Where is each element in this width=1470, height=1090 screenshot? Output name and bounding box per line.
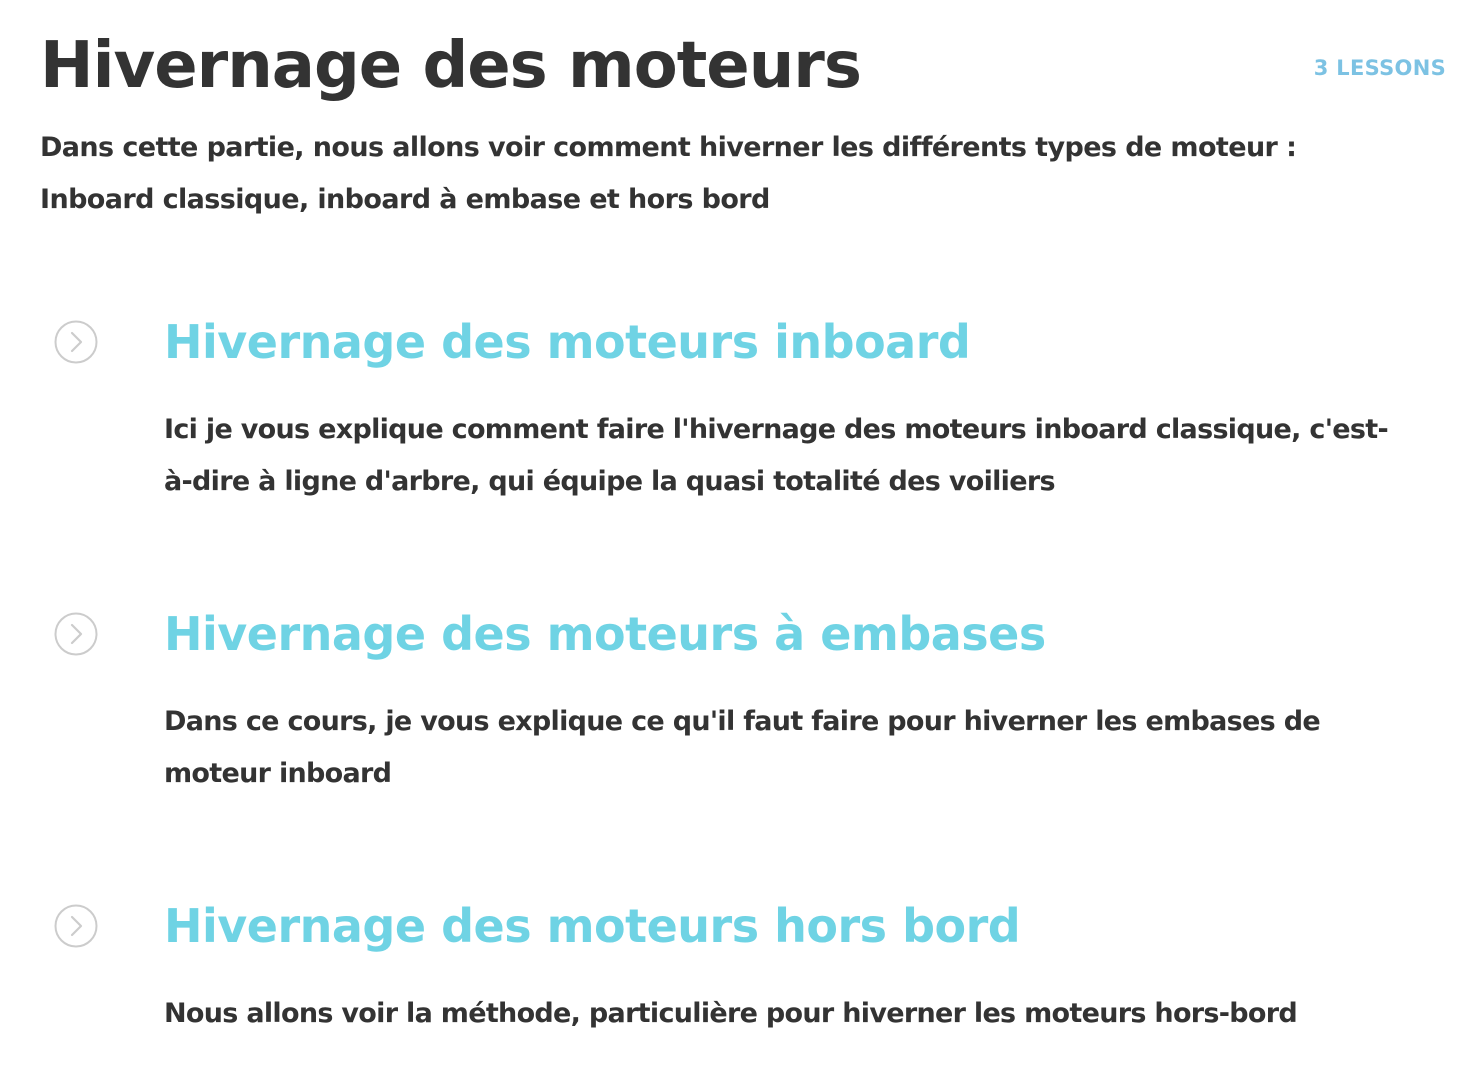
section-header xyxy=(40,24,1446,108)
section-title: Hivernage des moteurs xyxy=(40,29,861,103)
lesson-description: Dans ce cours, je vous explique ce qu'il faut faire pour hiverner les embases de moteur inboard xyxy=(164,706,1320,789)
lesson-description: Nous allons voir la méthode, particulière pour hiverner les moteurs hors-bord xyxy=(164,998,1298,1029)
lesson-description: Ici je vous explique comment faire l'hivernage des moteurs inboard classique, c'est-à-dire à ligne d'arbre, qui équipe la quasi totalité des voiliers xyxy=(164,414,1388,497)
lesson-title-link[interactable]: Hivernage des moteurs inboard xyxy=(164,315,971,369)
chevron-right-circle-icon[interactable] xyxy=(54,320,98,364)
chevron-right-circle-icon[interactable] xyxy=(54,904,98,948)
lesson-count-badge: 3 LESSONS xyxy=(1313,56,1446,80)
chevron-right-circle-icon[interactable] xyxy=(54,612,98,656)
lesson-title-link[interactable]: Hivernage des moteurs à embases xyxy=(164,607,1046,661)
section-description: Dans cette partie, nous allons voir comment hiverner les différents types de moteur : Inboard classique, inboard à embase et hors bord xyxy=(40,132,1297,215)
lesson-title-link[interactable]: Hivernage des moteurs hors bord xyxy=(164,899,1021,953)
